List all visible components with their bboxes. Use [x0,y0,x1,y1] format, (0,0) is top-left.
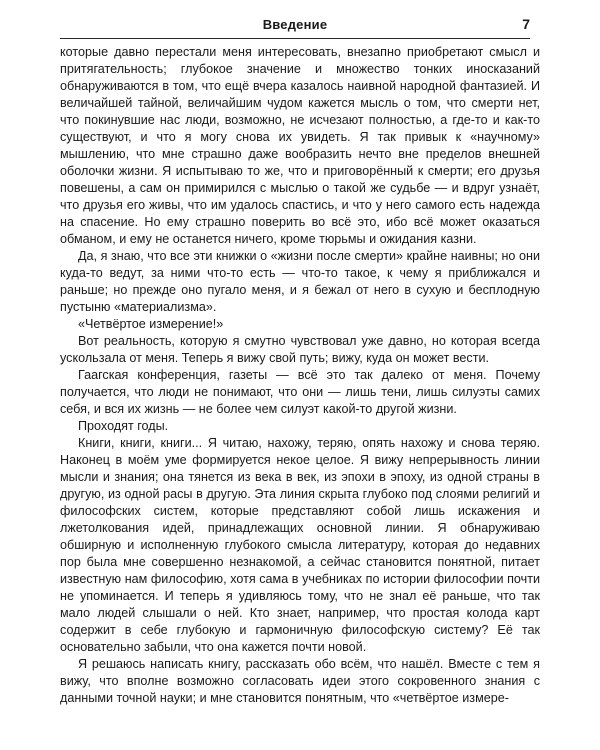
paragraph: Гаагская конференция, газеты — всё это так далеко от меня. Почему получается, что люди не понимают, что они — лишь тени, лишь силуэты самих себя, и вся их жизнь — не более чем силуэт какой-то другой жизни. [60,368,540,416]
paragraph: Книги, книги, книги... Я читаю, нахожу, теряю, опять нахожу и снова теряю. Наконец в моём уме формируется некое целое. Я вижу непрерывность линии мысли и знания; она тянется из века в век, из эпохи в эпоху, из одной страны в другую, из одной расы в другую. Эта линия скрыта глубоко под слоями религий и философских систем, которые представляют собой лишь искажения и лжетолкования идей, принадлежащих основной линии. Я обнаруживаю обширную и исполненную глубокого смысла литературу, которая до недавних пор была мне совершенно незнакомой, а сейчас становится понятной, питает известную нам философию, хотя сама в учебниках по истории философии почти не упоминается. И теперь я удивляюсь тому, что не знал её раньше, что так мало людей слышали о ней. Кто знает, например, что простая колода карт содержит в себе глубокую и гармоничную философскую систему? Её так основательно забыли, что она кажется почти новой. [60,436,540,654]
body-text [60,44,540,707]
paragraph: Я решаюсь написать книгу, рассказать обо всём, что нашёл. Вместе с тем я вижу, что вполне возможно согласовать идеи этого сокровенного знания с данными точной науки; и мне становится понятным, что «четвёртое измере- [60,657,540,705]
paragraph: Вот реальность, которую я смутно чувствовал уже давно, но которая всегда ускользала от меня. Теперь я вижу свой путь; вижу, куда он может вести. [60,334,540,365]
paragraph: Проходят годы. [78,419,169,433]
paragraph: Да, я знаю, что все эти книжки о «жизни после смерти» крайне наивны; но они куда-то ведут, за ними что-то есть — что-то такое, к чему я приближался и раньше; но прежде оно пугало меня, и я бежал от него в сухую и бесплодную пустыню «материализма». [60,249,540,314]
page-number: 7 [522,16,530,32]
chapter-title: Введение [262,17,328,32]
paragraph-continued: которые давно перестали меня интересовать, внезапно приобретают смысл и притягательность; глубокое значение и множество тонких иносказаний обнаруживаются в том, что ещё вчера казалось наивной народной фантазией. И величайшей тайной, величайшим чудом кажется мысль о том, что смерти нет, что покинувшие нас люди, возможно, не исчезают полностью, а где-то и как-то существуют, и что я могу снова их увидеть. Я так привык к «научному» мышлению, что мне страшно даже вообразить нечто вне пределов внешней оболочки жизни. Я испытываю то же, что и приговорённый к смерти; его друзья повешены, а сам он примирился с мыслью о такой же судьбе — и вдруг узнаёт, что друзья его живы, что им удалось спастись, и что у него самого есть надежда на спасение. Но ему страшно поверить во всё это, ибо всё может оказаться обманом, и ему не останется ничего, кроме тюрьмы и ожидания казни. [60,45,540,246]
paragraph: «Четвёртое измерение!» [78,317,224,331]
running-header [60,14,530,39]
